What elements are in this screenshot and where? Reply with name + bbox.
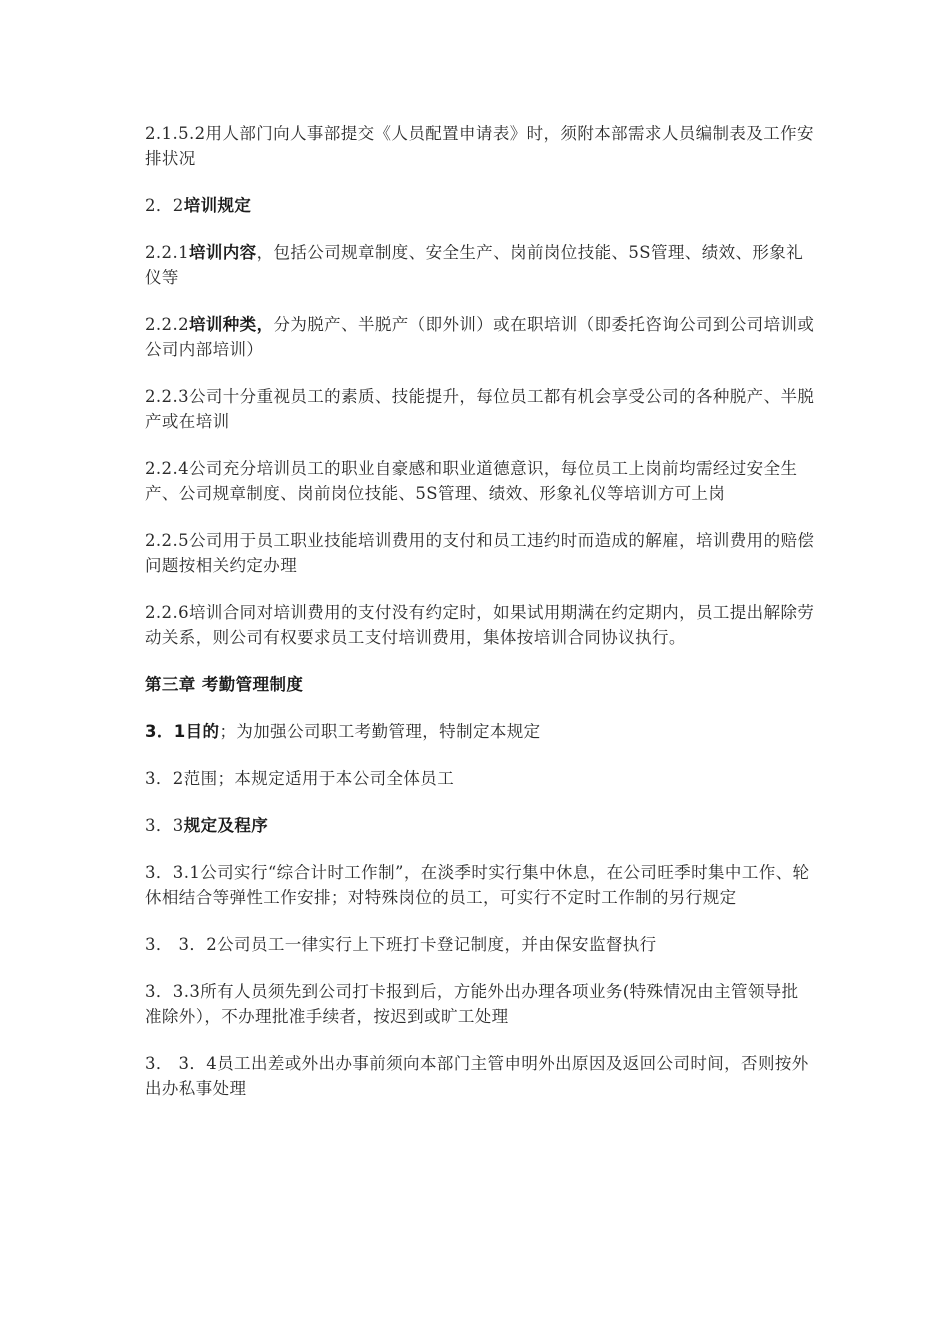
paragraph-2-2-3 xyxy=(145,384,815,434)
para-bold: 培训种类， xyxy=(188,315,274,334)
para-number: 2.2.2 xyxy=(145,315,189,334)
document-body xyxy=(145,121,815,1123)
para-text: 公司实行“综合计时工作制”，在淡季时实行集中休息，在公司旺季时集中工作、轮休相结合等弹性工作安排；对特殊岗位的员工，可实行不定时工作制的另行规定 xyxy=(145,863,810,907)
para-number: 2.2.4 xyxy=(145,459,189,478)
paragraph-3-3-4 xyxy=(145,1051,815,1101)
para-text: 公司十分重视员工的素质、技能提升，每位员工都有机会享受公司的各种脱产、半脱产或在培训 xyxy=(145,387,815,431)
para-bold: 规定及程序 xyxy=(183,816,269,835)
para-bold: 培训规定 xyxy=(183,196,252,215)
para-text: 用人部门向人事部提交《人员配置申请表》时，须附本部需求人员编制表及工作安排状况 xyxy=(145,124,814,168)
section-heading-2-2 xyxy=(145,193,815,218)
para-number: 2.2.1 xyxy=(145,243,189,262)
para-number: 2.1.5.2 xyxy=(145,124,206,143)
para-number: 3．2 xyxy=(145,769,184,788)
para-number: 3．3 xyxy=(145,816,184,835)
para-number: 3．3.1 xyxy=(145,863,201,882)
paragraph-3-1 xyxy=(145,719,815,744)
para-text: ，包括公司规章制度、安全生产、岗前岗位技能、5S管理、绩效、形象礼仪等 xyxy=(145,243,804,287)
para-text: 公司用于员工职业技能培训费用的支付和员工违约时而造成的解雇，培训费用的赔偿问题按相关约定办理 xyxy=(145,531,815,575)
para-text: 公司充分培训员工的职业自豪感和职业道德意识，每位员工上岗前均需经过安全生产、公司规章制度、岗前岗位技能、5S管理、绩效、形象礼仪等培训方可上岗 xyxy=(145,459,798,503)
section-heading-3-3 xyxy=(145,813,815,838)
paragraph-2-2-4 xyxy=(145,456,815,506)
para-text: 员工出差或外出办事前须向本部门主管申明外出原因及返回公司时间，否则按外出办私事处理 xyxy=(145,1054,809,1098)
para-number: 2.2.3 xyxy=(145,387,189,406)
para-text: 分为脱产、半脱产（即外训）或在职培训（即委托咨询公司到公司培训或公司内部培训） xyxy=(145,315,815,359)
para-text: 培训合同对培训费用的支付没有约定时，如果试用期满在约定期内，员工提出解除劳动关系，则公司有权要求员工支付培训费用，集体按培训合同协议执行。 xyxy=(145,603,815,647)
para-bold: 培训内容 xyxy=(188,243,257,262)
paragraph-3-2 xyxy=(145,766,815,791)
para-text: ；为加强公司职工考勤管理，特制定本规定 xyxy=(219,722,541,741)
paragraph-2-2-1 xyxy=(145,240,815,290)
chapter-title: 第三章 考勤管理制度 xyxy=(145,675,304,694)
para-number: 3． 3．4 xyxy=(145,1054,218,1073)
para-number: 3． 3．2 xyxy=(145,935,218,954)
paragraph-3-3-1 xyxy=(145,860,815,910)
paragraph-3-3-3 xyxy=(145,979,815,1029)
para-text: 范围；本规定适用于本公司全体员工 xyxy=(183,769,455,788)
para-text: 所有人员须先到公司打卡报到后，方能外出办理各项业务(特殊情况由主管领导批准除外），不办理批准手续者，按迟到或旷工处理 xyxy=(145,982,799,1026)
para-text: 公司员工一律实行上下班打卡登记制度，并由保安监督执行 xyxy=(217,935,657,954)
paragraph-2-2-2 xyxy=(145,312,815,362)
paragraph-3-3-2 xyxy=(145,932,815,957)
para-number: 2.2.6 xyxy=(145,603,189,622)
para-number: 2．2 xyxy=(145,196,184,215)
para-number: 2.2.5 xyxy=(145,531,189,550)
para-bold: 3．1目的 xyxy=(145,722,220,741)
paragraph-2-2-5 xyxy=(145,528,815,578)
paragraph-2-1-5-2 xyxy=(145,121,815,171)
chapter-heading-3 xyxy=(145,672,815,697)
para-number: 3．3.3 xyxy=(145,982,201,1001)
paragraph-2-2-6 xyxy=(145,600,815,650)
